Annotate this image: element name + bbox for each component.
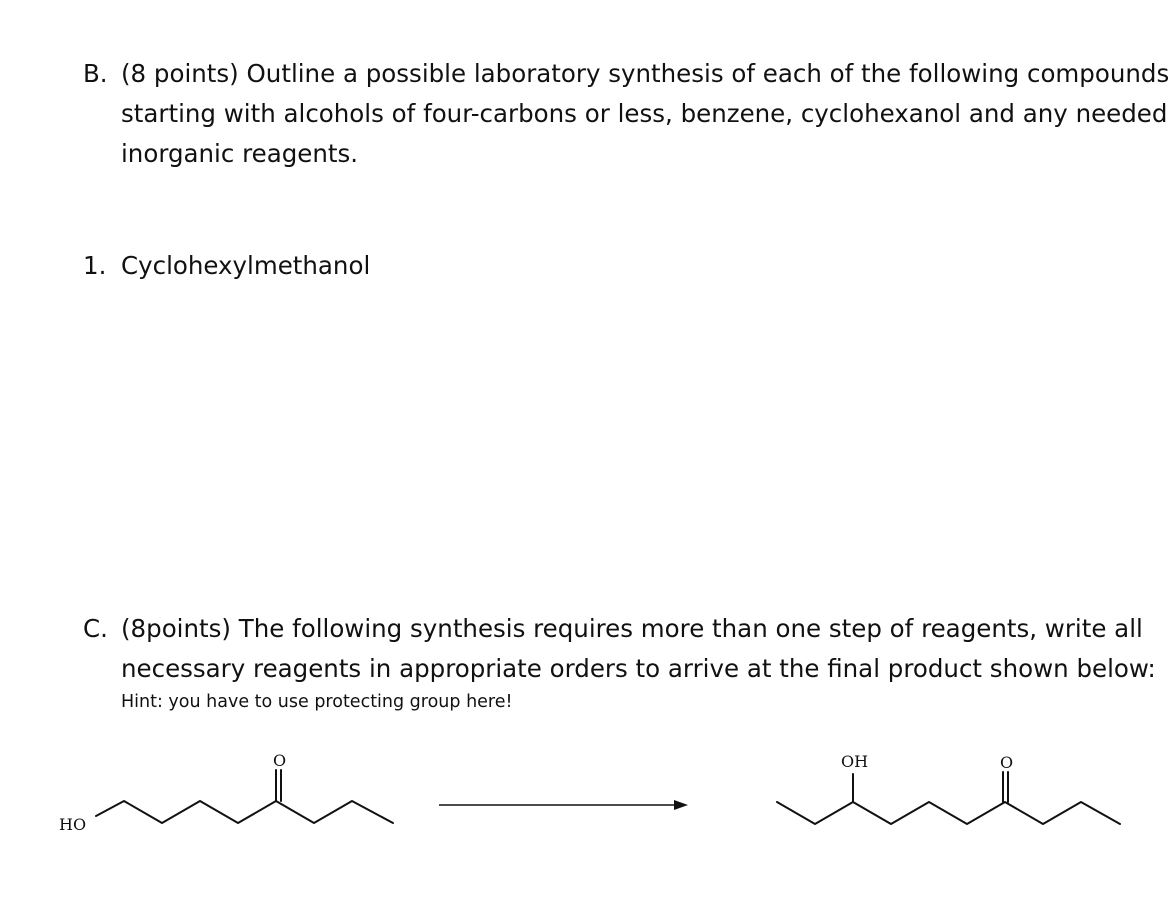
- question-b-line-2: starting with alcohols of four-carbons or less, benzene, cyclohexanol and any needed: [121, 99, 1168, 128]
- question-b-number: B.: [83, 59, 108, 88]
- hint-text: Hint: you have to use protecting group here!: [121, 692, 513, 712]
- question-c-line-1: (8points) The following synthesis requires more than one step of reagents, write all: [121, 614, 1143, 643]
- reactant-skeleton: [96, 801, 393, 823]
- product-skeleton: [777, 802, 1120, 824]
- item-1-text: Cyclohexylmethanol: [121, 251, 371, 280]
- question-c-number: C.: [83, 614, 108, 643]
- reactant-structure: [96, 770, 393, 823]
- arrow-head-icon: [674, 800, 688, 810]
- product-structure: [777, 772, 1120, 824]
- question-b-line-3: inorganic reagents.: [121, 139, 359, 168]
- product-hydroxyl-label: OH: [841, 752, 869, 771]
- reaction-arrow: [439, 800, 688, 810]
- question-b-line-1: (8 points) Outline a possible laboratory synthesis of each of the following compounds: [121, 59, 1170, 88]
- product-carbonyl-label: O: [1000, 753, 1014, 772]
- reactant-carbonyl-label: O: [273, 751, 287, 770]
- item-1-number: 1.: [83, 251, 107, 280]
- question-c-line-2: necessary reagents in appropriate orders to arrive at the final product shown below:: [121, 654, 1156, 683]
- reactant-hydroxyl-label: HO: [59, 815, 87, 834]
